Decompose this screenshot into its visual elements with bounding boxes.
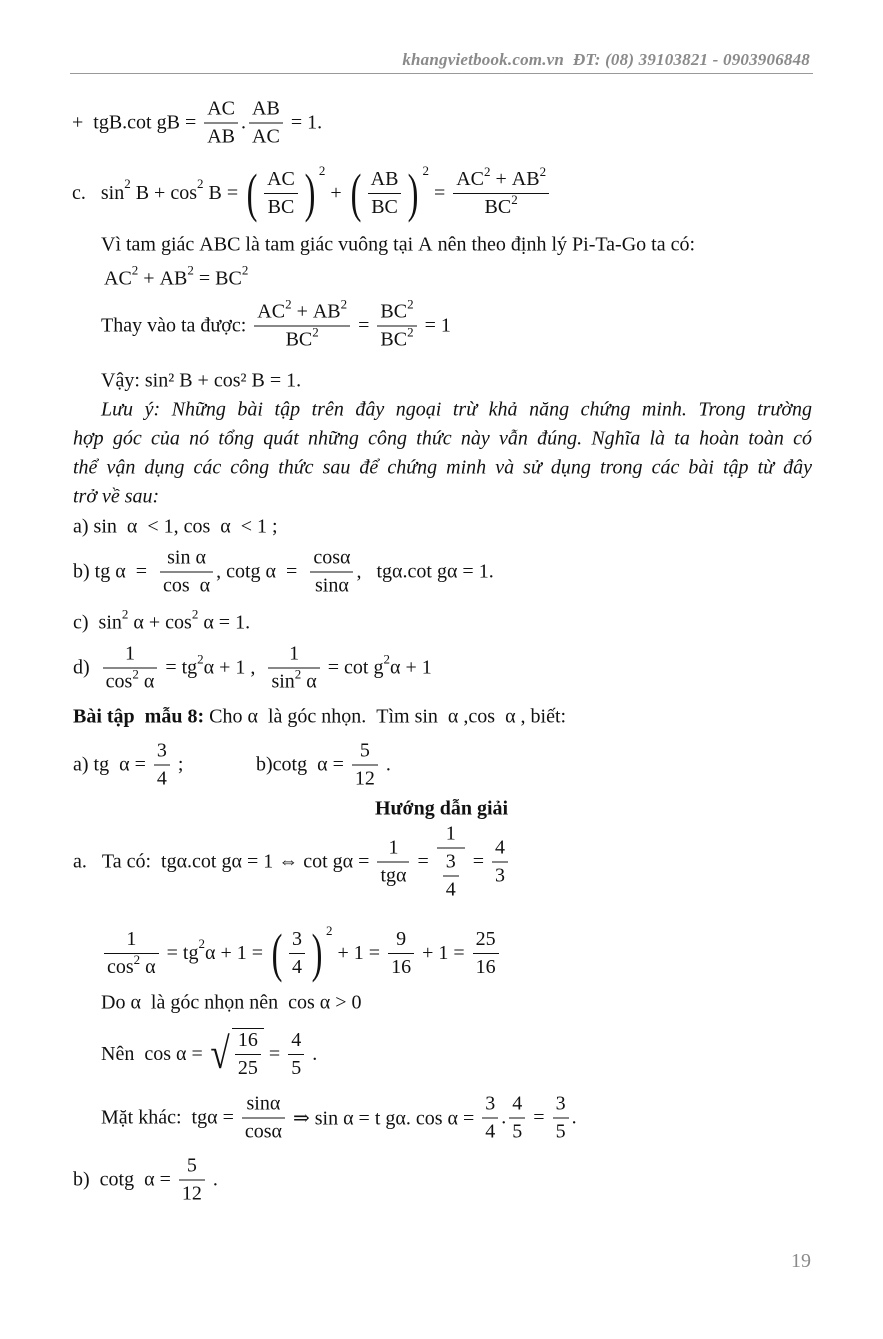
denominator [264,193,298,219]
math-text: 1 [388,836,399,859]
denominator [437,848,465,902]
numerator [553,1093,569,1118]
superscript: 2 [191,606,199,621]
denominator [103,668,158,694]
math-text: 12 [354,767,375,790]
math-text: 4 [445,878,456,901]
math-text: = [428,181,451,204]
math-text: b)cotg α = [256,753,349,776]
numerator [482,1093,498,1118]
math-text: 5 [359,739,370,762]
math-text: + AB [490,167,540,190]
right-paren: ) [408,163,419,223]
math-text: = [467,850,490,873]
math-text: 4 [495,836,506,859]
superscript: 2 [294,666,302,682]
superscript: 2 [340,296,348,312]
math-text: + AB [291,300,341,323]
denominator [104,953,159,979]
superscript: 2 [539,163,547,179]
math-text: a. Ta có: tgα.cot gα = 1 ⇔ cot gα = [73,850,375,873]
math-text: 5 [291,1056,302,1079]
math-text: . [501,1106,507,1129]
math-text: AB [370,167,399,190]
math-text: 5 [555,1120,566,1143]
math-text: α [301,670,317,693]
denominator [509,1118,525,1144]
math-text: b) cotg α = [73,1168,176,1191]
numerator [310,547,353,572]
numerator [393,928,409,953]
solution-line [101,923,502,983]
denominator [289,953,305,979]
math-text: α [140,955,156,978]
math-text: sinα [314,574,349,597]
superscript: 2 [511,191,518,207]
math-text: 3 [495,864,506,887]
math-text: AB [252,97,280,120]
denominator [443,876,459,902]
math-text: AB [207,125,236,148]
fraction [235,1029,261,1080]
math-text: ; [172,753,184,776]
math-text: + tgB.cot gB = [72,111,202,134]
denominator [553,1118,569,1144]
superscript: 2 [132,666,139,682]
math-text: α + 1 , [203,656,266,679]
right-paren: ) [311,923,323,983]
math-text: α + cos [128,611,192,634]
note-line: trở về sau: [73,485,160,508]
parenthesized-fraction [347,163,429,223]
numerator [377,296,416,326]
math-text: = tg [160,656,198,679]
superscript: 2 [407,324,414,340]
math-text: = cot g [322,656,384,679]
math-text: . [571,1106,577,1129]
math-text: α + 1 = [205,941,269,964]
radicand [232,1028,264,1080]
math-text: . [207,1168,218,1191]
superscript: 2 [285,296,292,312]
formula-b [73,547,494,598]
fraction [103,643,158,694]
superscript: 2 [197,176,204,191]
math-text: AC [267,167,295,190]
math-text: 1 [289,642,300,665]
fraction [352,740,378,791]
numerator [473,928,499,953]
math-text: Cho α là góc nhọn. Tìm sin α ,cos α , biết: [204,705,567,728]
fraction [482,1093,498,1144]
math-text: 5 [186,1154,197,1177]
math-text: 16 [237,1029,258,1051]
parenthesized-fraction [268,923,333,983]
numerator [385,837,401,862]
fraction [264,168,298,219]
math-text: = 1. [285,111,323,134]
math-text: , cotg α = [216,560,308,583]
math-text: Mặt khác: tgα = [101,1106,239,1129]
math-text: + AB [138,267,188,290]
math-text: sinα [246,1092,281,1115]
math-text: 1 [126,927,137,950]
math-text: d) [73,656,100,679]
radical-sign: √ [210,1029,230,1078]
denominator [388,953,414,979]
left-paren: ( [271,923,283,983]
math-text: sin α [167,546,206,569]
numerator [509,1093,525,1118]
header-site: khangvietbook.com.vn [402,50,565,69]
math-text: = 1 [419,314,451,337]
math-text: α + 1 [389,656,432,679]
superscript: 2 [241,262,249,277]
denominator [377,326,416,352]
fraction [154,740,170,791]
math-text: 9 [396,927,407,950]
numerator [289,928,305,953]
math-text: 3 [485,1092,496,1115]
denominator [453,193,549,219]
formula-a [73,516,278,539]
numerator [249,98,283,123]
superscript: 2 [484,163,491,179]
denominator [377,862,409,888]
fraction [492,837,508,888]
right-paren: ) [304,163,316,223]
math-text: Vì tam giác ABC là tam giác vuông tại A nên theo định lý Pi-Ta-Go ta có: [101,233,696,256]
math-text: BC [380,300,408,323]
numerator [357,740,373,765]
numerator [288,1029,304,1054]
fraction [288,1029,304,1080]
math-text: AC [257,300,286,323]
equation-line [72,163,552,223]
fraction [368,168,402,219]
math-text: Thay vào ta được: [101,314,252,337]
fraction [377,837,409,888]
numerator [443,823,459,848]
fraction [509,1093,525,1144]
header-rule [70,73,813,74]
exercise-part-a [73,740,183,791]
math-text: AC [252,125,280,148]
fraction [310,547,353,598]
exponent: 2 [318,163,326,178]
math-text: AC [456,167,485,190]
solution-line [101,1093,577,1144]
math-text: 4 [485,1120,496,1143]
math-text: BC [285,328,313,351]
math-text: α = 1. [198,611,251,634]
fraction [242,1093,285,1144]
math-text: c) sin [73,611,122,634]
math-text: 1 [125,642,135,665]
numerator [164,547,209,572]
square-root [208,1028,264,1080]
math-text: = [528,1106,550,1129]
parenthesized-fraction [243,163,326,223]
math-text: = BC [193,267,242,290]
formula-c [73,606,251,635]
exercise-statement [73,706,566,729]
bold-label: Bài tập mẫu 8: [73,705,205,728]
denominator [352,765,378,791]
math-text: 3 [445,850,456,873]
numerator [123,928,139,953]
numerator [492,837,508,862]
solution-line [101,992,362,1015]
math-text: . [241,111,247,134]
numerator [235,1029,261,1054]
equation-line [72,98,322,149]
fraction [377,296,416,352]
math-text: , tgα.cot gα = 1. [356,560,494,583]
numerator [184,1155,200,1180]
numerator [244,1093,284,1118]
math-text: tgα [380,864,407,887]
superscript: 2 [133,951,141,967]
running-header [402,50,810,70]
denominator [288,1054,304,1080]
math-text: 4 [291,1028,302,1051]
math-text: = [412,850,434,873]
denominator [473,953,499,979]
superscript: 2 [124,176,131,191]
math-text: = [263,1042,286,1065]
solution-part-b [73,1155,218,1206]
note-line: hợp góc của nó tổng quát những công thức này vẫn đúng. Nghĩa là ta hoàn toàn có [73,427,812,450]
math-text: 5 [512,1120,523,1143]
exponent: 2 [326,923,333,938]
equation-line [104,262,249,291]
math-text: cosα [244,1120,282,1143]
denominator [179,1180,205,1206]
denominator [268,668,319,694]
superscript: 2 [197,651,204,666]
math-text: cos α [162,574,211,597]
math-text: 1 [445,822,456,845]
denominator [254,326,350,352]
math-text: + [325,181,347,204]
denominator [160,572,213,598]
exponent: 2 [422,163,429,178]
math-text: a) sin α < 1, cos α < 1 ; [73,515,278,538]
fraction [437,823,465,902]
math-text: Do α là góc nhọn nên cos α > 0 [101,991,362,1014]
math-text: cos [105,670,133,693]
superscript: 2 [383,651,390,666]
fraction [204,98,238,149]
superscript: 2 [121,606,129,621]
page-number: 19 [791,1250,811,1272]
left-paren: ( [350,163,362,223]
math-text: AC [104,267,132,290]
superscript: 2 [198,936,205,951]
numerator [286,643,302,668]
math-text: 4 [292,955,303,978]
note-line: thể vận dụng các công thức sau để chứng minh và sử dụng trong các bài tập từ đây [73,456,812,479]
denominator [368,193,402,219]
math-text: BC [380,328,408,351]
math-text: b) tg α = [73,560,157,583]
equation-line [101,296,451,352]
math-text: cos [107,955,134,978]
denominator [310,572,353,598]
math-text: AC [207,97,236,120]
math-text: + 1 = [332,941,386,964]
superscript: 2 [131,262,139,277]
solution-heading: Hướng dẫn giải [374,797,509,820]
math-text: 4 [512,1092,523,1115]
header-phone: ĐT: (08) 39103821 - 0903906848 [572,50,810,69]
fraction [179,1155,205,1206]
math-text: 3 [156,739,167,762]
math-text: B + cos [130,181,197,204]
math-text: 16 [391,955,412,978]
math-text: cosα [313,546,351,569]
math-text: α [138,670,155,693]
math-text: Nên cos α = [101,1042,208,1065]
fraction [104,928,159,979]
numerator [264,168,298,193]
solution-line [101,1028,317,1080]
math-text: sin [271,670,295,693]
math-text: c. sin [72,181,125,204]
math-text: + 1 = [417,941,470,964]
math-text: 12 [181,1182,202,1205]
math-text: BC [484,195,512,218]
fraction [388,928,414,979]
numerator [204,98,238,123]
fraction [249,98,283,149]
numerator [154,740,170,765]
math-text: = [353,314,375,337]
fraction [254,296,350,352]
math-text: a) tg α = [73,753,151,776]
text-line [101,234,695,257]
math-text: . [307,1042,318,1065]
numerator [254,296,350,326]
numerator [443,851,459,876]
math-text: . [380,753,391,776]
math-text: 3 [292,927,303,950]
math-text: 3 [555,1092,566,1115]
math-text: BC [371,195,398,218]
fraction [160,547,213,598]
conclusion-line: Vậy: sin² B + cos² B = 1. [101,369,302,392]
fraction [268,643,319,694]
numerator [368,168,402,193]
fraction [453,163,549,219]
left-paren: ( [246,163,258,223]
math-text: 25 [475,927,496,950]
numerator [453,163,549,193]
math-text: 25 [237,1057,258,1079]
math-text: B = [203,181,244,204]
math-text: = tg [161,941,199,964]
denominator [492,862,508,888]
note-line: Lưu ý: Những bài tập trên đây ngoại trừ khả năng chứng minh. Trong trường [101,398,812,421]
fraction [553,1093,569,1144]
denominator [154,765,170,791]
denominator [235,1054,261,1080]
math-text: ⇒ sin α = t gα. cos α = [287,1107,480,1130]
denominator [482,1118,498,1144]
superscript: 2 [187,262,194,277]
math-text: 16 [475,955,496,978]
superscript: 2 [407,296,414,312]
solution-line [73,823,511,902]
fraction [443,851,459,902]
fraction [289,928,305,979]
math-text: 4 [156,767,167,790]
numerator [122,643,138,668]
math-text: BC [267,195,295,218]
fraction [473,928,499,979]
denominator [204,123,238,149]
denominator [249,123,283,149]
exercise-part-b [256,740,391,791]
denominator [242,1118,285,1144]
formula-d [73,643,432,694]
superscript: 2 [312,324,319,340]
